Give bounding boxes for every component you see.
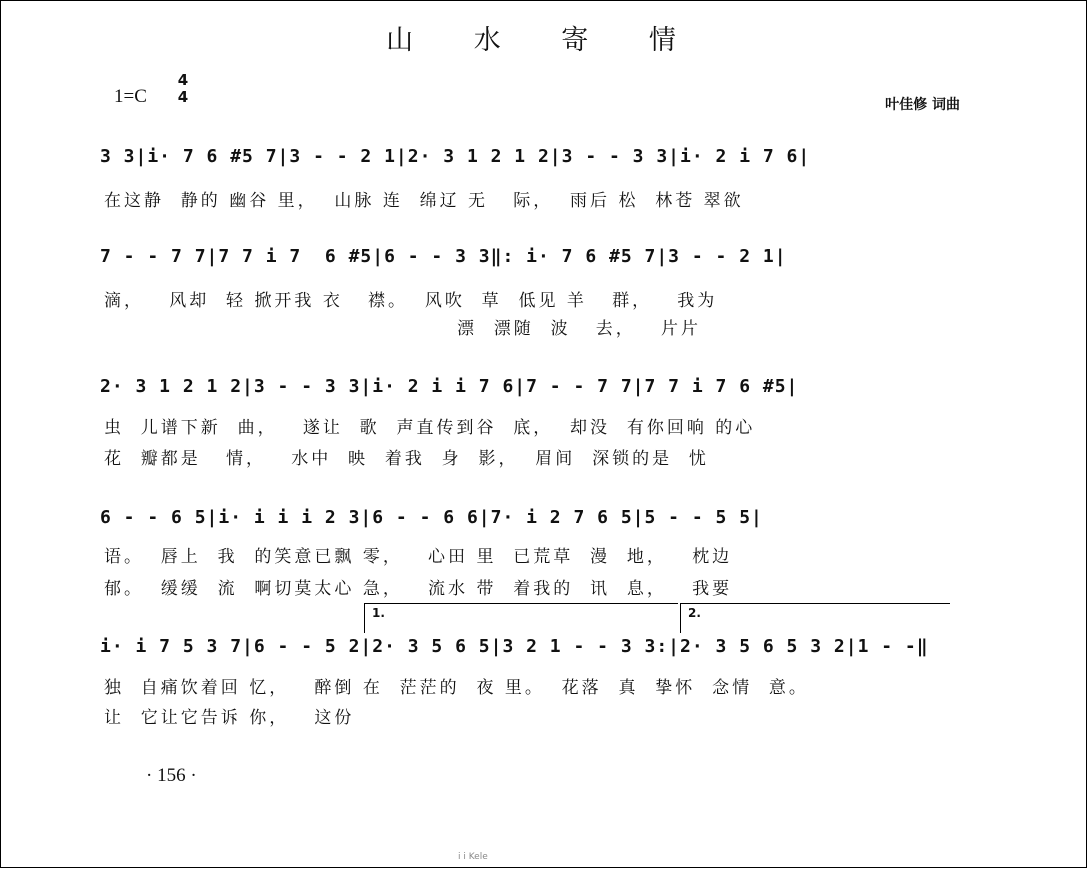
notation-line-1: 3 3|i· 7 6 #5 7|3 - - 2 1|2· 3 1 2 1 2|3 - - 3 3|i· 2 i 7 6| bbox=[100, 146, 811, 167]
volta-bracket-second bbox=[680, 603, 950, 604]
lyrics-line-5b: 让 它让它告诉 你， 这份 bbox=[104, 708, 355, 728]
lyrics-line-3b: 花 瓣都是 情， 水中 映 着我 身 影， 眉间 深锁的是 忧 bbox=[104, 449, 709, 469]
notation-line-2: 7 - - 7 7|7 7 i 7 6 #5|6 - - 3 3‖: i· 7 6 #5 7|3 - - 2 1| bbox=[100, 246, 787, 267]
meter-top: 4 bbox=[177, 71, 189, 89]
lyrics-line-5a: 独 自痛饮着回 忆， 醉倒 在 茫茫的 夜 里。 花落 真 挚怀 念情 意。 bbox=[104, 678, 809, 698]
composer-credit: 叶佳修 词曲 bbox=[885, 97, 960, 113]
time-signature bbox=[176, 72, 190, 106]
lyrics-line-2a: 滴， 风却 轻 掀开我 衣 襟。 风吹 草 低见 羊 群， 我为 bbox=[104, 291, 718, 311]
lyrics-line-4b: 郁。 缓缓 流 啊切莫太心 急， 流水 带 着我的 讯 息， 我要 bbox=[104, 579, 733, 599]
notation-line-3: 2· 3 1 2 1 2|3 - - 3 3|i· 2 i i 7 6|7 - - 7 7|7 7 i 7 6 #5| bbox=[100, 376, 799, 397]
lyrics-line-3a: 虫 儿谱下新 曲， 遂让 歌 声直传到谷 底， 却没 有你回响 的心 bbox=[104, 418, 756, 438]
lyrics-line-4a: 语。 唇上 我 的笑意已飘 零， 心田 里 已荒草 漫 地， 枕边 bbox=[104, 547, 733, 567]
meter-bottom: 4 bbox=[177, 88, 189, 106]
volta-second-start bbox=[680, 603, 681, 633]
notation-line-4: 6 - - 6 5|i· i i i 2 3|6 - - 6 6|7· i 2 7 6 5|5 - - 5 5| bbox=[100, 507, 763, 528]
key-signature: 1=C bbox=[114, 86, 147, 107]
footer-watermark: i i Kele bbox=[458, 852, 488, 862]
notation-line-5: i· i 7 5 3 7|6 - - 5 2|2· 3 5 6 5|3 2 1 - - 3 3:|2· 3 5 6 5 3 2|1 - -‖ bbox=[100, 636, 929, 657]
page-number: · 156 · bbox=[146, 765, 197, 786]
volta-bracket-first bbox=[364, 603, 678, 604]
volta-second-label: 2. bbox=[688, 606, 701, 620]
volta-first-start bbox=[364, 603, 365, 633]
volta-first-label: 1. bbox=[372, 606, 385, 620]
song-title: 山 水 寄 情 bbox=[386, 25, 702, 56]
lyrics-line-1a: 在这静 静的 幽谷 里， 山脉 连 绵辽 无 际， 雨后 松 林苍 翠欲 bbox=[104, 191, 744, 211]
lyrics-line-2b: 漂 漂随 波 去， 片片 bbox=[104, 319, 701, 339]
